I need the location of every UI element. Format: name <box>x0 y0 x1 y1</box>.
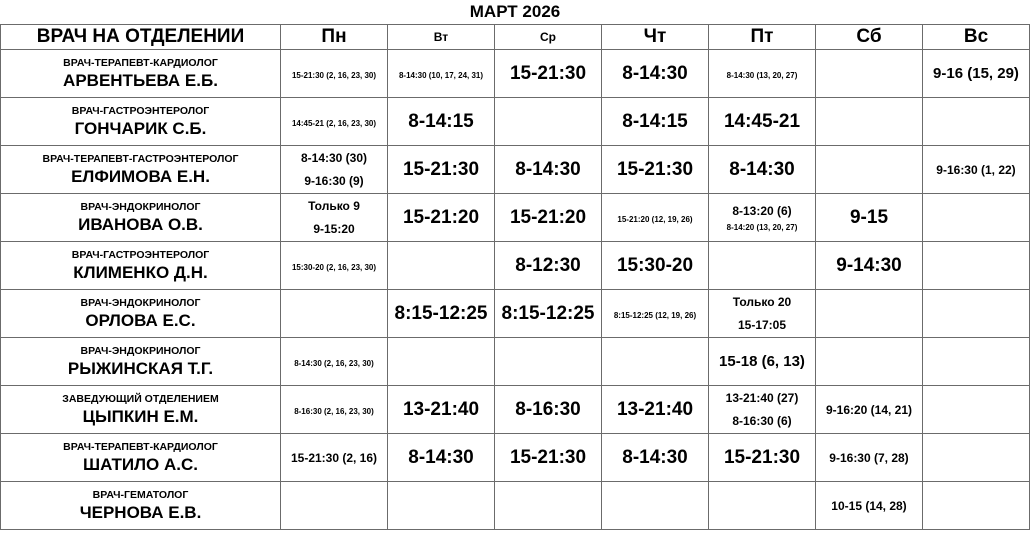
shift-time: 8-14:30 <box>729 158 795 180</box>
shift-time: 9-15 <box>849 206 889 228</box>
shift-cell-sun <box>923 194 1030 242</box>
table-row <box>1 242 1030 290</box>
shift-time: 8-16:30 (6) <box>732 414 792 428</box>
shift-cell-mon <box>281 242 388 290</box>
shift-time: 8-14:30 <box>515 158 581 180</box>
shift-time: 8-16:30 (2, 16, 23, 30) <box>294 406 374 416</box>
doctor-cell <box>1 386 281 434</box>
shift-cell-sun <box>923 50 1030 98</box>
shift-cell-sat <box>816 50 923 98</box>
shift-cell-sat <box>816 242 923 290</box>
doctor-cell <box>1 242 281 290</box>
shift-cell-mon <box>281 50 388 98</box>
header-day-tue: Вт <box>388 25 495 50</box>
shift-cell-tue <box>388 482 495 530</box>
shift-cell-tue <box>388 290 495 338</box>
shift-cell-wed <box>495 434 602 482</box>
shift-cell-thu <box>602 386 709 434</box>
shift-cell-sun <box>923 482 1030 530</box>
shift-cell-sun <box>923 98 1030 146</box>
doctor-name: АРВЕНТЬЕВА Е.Б. <box>63 70 218 90</box>
shift-time: 8-14:30 <box>408 446 474 468</box>
shift-cell-mon <box>281 386 388 434</box>
doctor-cell <box>1 146 281 194</box>
shift-cell-thu <box>602 290 709 338</box>
shift-cell-mon <box>281 482 388 530</box>
shift-cell-fri <box>709 482 816 530</box>
shift-time: 9-15:20 <box>313 222 355 236</box>
table-row <box>1 434 1030 482</box>
shift-time: 15-17:05 <box>737 318 787 332</box>
shift-cell-fri <box>709 50 816 98</box>
doctor-role: ВРАЧ-ЭНДОКРИНОЛОГ <box>80 200 201 213</box>
doctor-role: ВРАЧ-ТЕРАПЕВТ-КАРДИОЛОГ <box>63 56 218 69</box>
shift-cell-tue <box>388 194 495 242</box>
shift-time: 9-14:30 <box>836 254 902 276</box>
shift-time: 14:45-21 <box>723 110 801 132</box>
doctor-role: ВРАЧ-ЭНДОКРИНОЛОГ <box>80 344 201 357</box>
shift-time: 10-15 (14, 28) <box>831 498 907 513</box>
header-day-sun: Вс <box>923 25 1030 50</box>
doctor-name: ЕЛФИМОВА Е.Н. <box>71 166 210 186</box>
table-row <box>1 146 1030 194</box>
shift-cell-wed <box>495 386 602 434</box>
table-row <box>1 50 1030 98</box>
doctor-role: ВРАЧ-ТЕРАПЕВТ-КАРДИОЛОГ <box>63 440 218 453</box>
shift-cell-fri <box>709 290 816 338</box>
table-row <box>1 338 1030 386</box>
shift-cell-wed <box>495 194 602 242</box>
shift-cell-fri <box>709 242 816 290</box>
shift-time: 15:30-20 (2, 16, 23, 30) <box>291 262 377 272</box>
shift-time: 13-21:40 <box>402 398 480 420</box>
shift-cell-mon <box>281 338 388 386</box>
header-day-thu: Чт <box>602 25 709 50</box>
doctor-cell <box>1 482 281 530</box>
shift-cell-fri <box>709 338 816 386</box>
shift-time: Только 9 <box>308 199 360 213</box>
shift-time: 15-21:30 (2, 16) <box>290 450 378 465</box>
shift-cell-sat <box>816 338 923 386</box>
header-day-fri: Пт <box>709 25 816 50</box>
shift-time: 13-21:40 (27) <box>725 391 799 405</box>
shift-time: 15-21:20 (12, 19, 26) <box>617 214 693 224</box>
shift-cell-tue <box>388 98 495 146</box>
shift-cell-sun <box>923 146 1030 194</box>
shift-time: 8-16:30 <box>515 398 581 420</box>
doctor-role: ВРАЧ-ЭНДОКРИНОЛОГ <box>80 296 201 309</box>
doctor-cell <box>1 50 281 98</box>
shift-time: 15-21:30 <box>402 158 480 180</box>
shift-time: 15-21:30 <box>723 446 801 468</box>
shift-cell-mon <box>281 146 388 194</box>
header-day-wed: Ср <box>495 25 602 50</box>
shift-cell-fri <box>709 194 816 242</box>
shift-cell-wed <box>495 482 602 530</box>
doctor-role: ВРАЧ-ГАСТРОЭНТЕРОЛОГ <box>71 248 210 261</box>
shift-cell-fri <box>709 98 816 146</box>
shift-cell-wed <box>495 290 602 338</box>
shift-time: 8-14:30 (2, 16, 23, 30) <box>294 358 374 368</box>
doctor-name: РЫЖИНСКАЯ Т.Г. <box>67 358 214 378</box>
shift-cell-wed <box>495 98 602 146</box>
shift-time: 15:30-20 <box>616 254 694 276</box>
doctor-name: ШАТИЛО А.С. <box>83 454 198 474</box>
shift-time: 15-21:30 (2, 16, 23, 30) <box>291 70 377 80</box>
table-row <box>1 290 1030 338</box>
shift-cell-tue <box>388 386 495 434</box>
shift-time: 8-14:15 <box>622 110 688 132</box>
shift-cell-thu <box>602 434 709 482</box>
shift-time: 8:15-12:25 <box>501 302 595 324</box>
doctor-name: ЦЫПКИН Е.М. <box>82 406 199 426</box>
shift-cell-sun <box>923 242 1030 290</box>
shift-cell-tue <box>388 242 495 290</box>
schedule-body <box>1 50 1030 530</box>
shift-time: 8-14:30 (10, 17, 24, 31) <box>398 70 484 80</box>
header-doctor: ВРАЧ НА ОТДЕЛЕНИИ <box>1 25 281 50</box>
shift-time: 15-21:30 <box>509 62 587 84</box>
header-day-sat: Сб <box>816 25 923 50</box>
doctor-name: ЧЕРНОВА Е.В. <box>79 502 202 522</box>
shift-cell-tue <box>388 50 495 98</box>
shift-cell-thu <box>602 482 709 530</box>
doctor-role: ЗАВЕДУЮЩИЙ ОТДЕЛЕНИЕМ <box>62 392 219 405</box>
schedule-table <box>0 24 1030 530</box>
doctor-name: ГОНЧАРИК С.Б. <box>74 118 207 138</box>
header-row <box>1 25 1030 50</box>
doctor-cell <box>1 98 281 146</box>
shift-time: 9-16:20 (14, 21) <box>825 402 913 417</box>
shift-cell-mon <box>281 290 388 338</box>
shift-time: 8-14:20 (13, 20, 27) <box>726 222 798 232</box>
shift-cell-wed <box>495 242 602 290</box>
shift-cell-sat <box>816 98 923 146</box>
shift-time: 8-14:30 <box>622 446 688 468</box>
shift-cell-sat <box>816 482 923 530</box>
shift-cell-sat <box>816 434 923 482</box>
doctor-name: ОРЛОВА Е.С. <box>85 310 196 330</box>
doctor-cell <box>1 290 281 338</box>
doctor-name: КЛИМЕНКО Д.Н. <box>73 262 208 282</box>
shift-time: 9-16:30 (1, 22) <box>936 162 1016 177</box>
shift-cell-mon <box>281 434 388 482</box>
shift-time: 15-21:30 <box>509 446 587 468</box>
shift-cell-sat <box>816 290 923 338</box>
shift-cell-thu <box>602 98 709 146</box>
shift-time: 8:15-12:25 (12, 19, 26) <box>613 310 697 320</box>
shift-time: 13-21:40 <box>616 398 694 420</box>
shift-time: 8-14:30 <box>622 62 688 84</box>
shift-cell-tue <box>388 338 495 386</box>
shift-cell-thu <box>602 338 709 386</box>
shift-time: 9-16:30 (9) <box>304 174 364 188</box>
shift-cell-mon <box>281 98 388 146</box>
table-row <box>1 194 1030 242</box>
doctor-cell <box>1 434 281 482</box>
shift-cell-fri <box>709 434 816 482</box>
shift-cell-sun <box>923 290 1030 338</box>
table-row <box>1 386 1030 434</box>
shift-time: Только 20 <box>732 295 792 309</box>
shift-cell-sat <box>816 146 923 194</box>
table-row <box>1 482 1030 530</box>
shift-cell-fri <box>709 146 816 194</box>
doctor-role: ВРАЧ-ГАСТРОЭНТЕРОЛОГ <box>71 104 210 117</box>
shift-time: 8-14:15 <box>408 110 474 132</box>
shift-time: 15-21:20 <box>509 206 587 228</box>
shift-cell-tue <box>388 146 495 194</box>
shift-cell-tue <box>388 434 495 482</box>
shift-cell-thu <box>602 146 709 194</box>
shift-cell-wed <box>495 146 602 194</box>
shift-time: 14:45-21 (2, 16, 23, 30) <box>291 118 377 128</box>
shift-cell-sun <box>923 338 1030 386</box>
header-day-mon: Пн <box>281 25 388 50</box>
shift-cell-mon <box>281 194 388 242</box>
shift-cell-thu <box>602 50 709 98</box>
shift-time: 15-21:20 <box>402 206 480 228</box>
doctor-cell <box>1 194 281 242</box>
shift-cell-sun <box>923 434 1030 482</box>
shift-time: 15-21:30 <box>616 158 694 180</box>
shift-time: 9-16 (15, 29) <box>933 64 1019 82</box>
doctor-role: ВРАЧ-ГЕМАТОЛОГ <box>92 488 189 501</box>
shift-time: 8-14:30 (30) <box>300 151 368 165</box>
doctor-cell <box>1 338 281 386</box>
shift-cell-wed <box>495 50 602 98</box>
shift-time: 8-14:30 (13, 20, 27) <box>726 70 798 80</box>
shift-cell-sat <box>816 386 923 434</box>
shift-time: 8-13:20 (6) <box>732 203 792 218</box>
doctor-name: ИВАНОВА О.В. <box>78 214 203 234</box>
shift-time: 9-16:30 (7, 28) <box>829 450 909 465</box>
shift-time: 8:15-12:25 <box>394 302 488 324</box>
shift-cell-wed <box>495 338 602 386</box>
table-row <box>1 98 1030 146</box>
shift-cell-thu <box>602 194 709 242</box>
shift-cell-thu <box>602 242 709 290</box>
doctor-role: ВРАЧ-ТЕРАПЕВТ-ГАСТРОЭНТЕРОЛОГ <box>42 152 239 165</box>
shift-cell-sat <box>816 194 923 242</box>
shift-time: 15-18 (6, 13) <box>719 352 805 370</box>
shift-cell-fri <box>709 386 816 434</box>
shift-time: 8-12:30 <box>515 254 581 276</box>
shift-cell-sun <box>923 386 1030 434</box>
schedule-title: МАРТ 2026 <box>469 2 561 21</box>
